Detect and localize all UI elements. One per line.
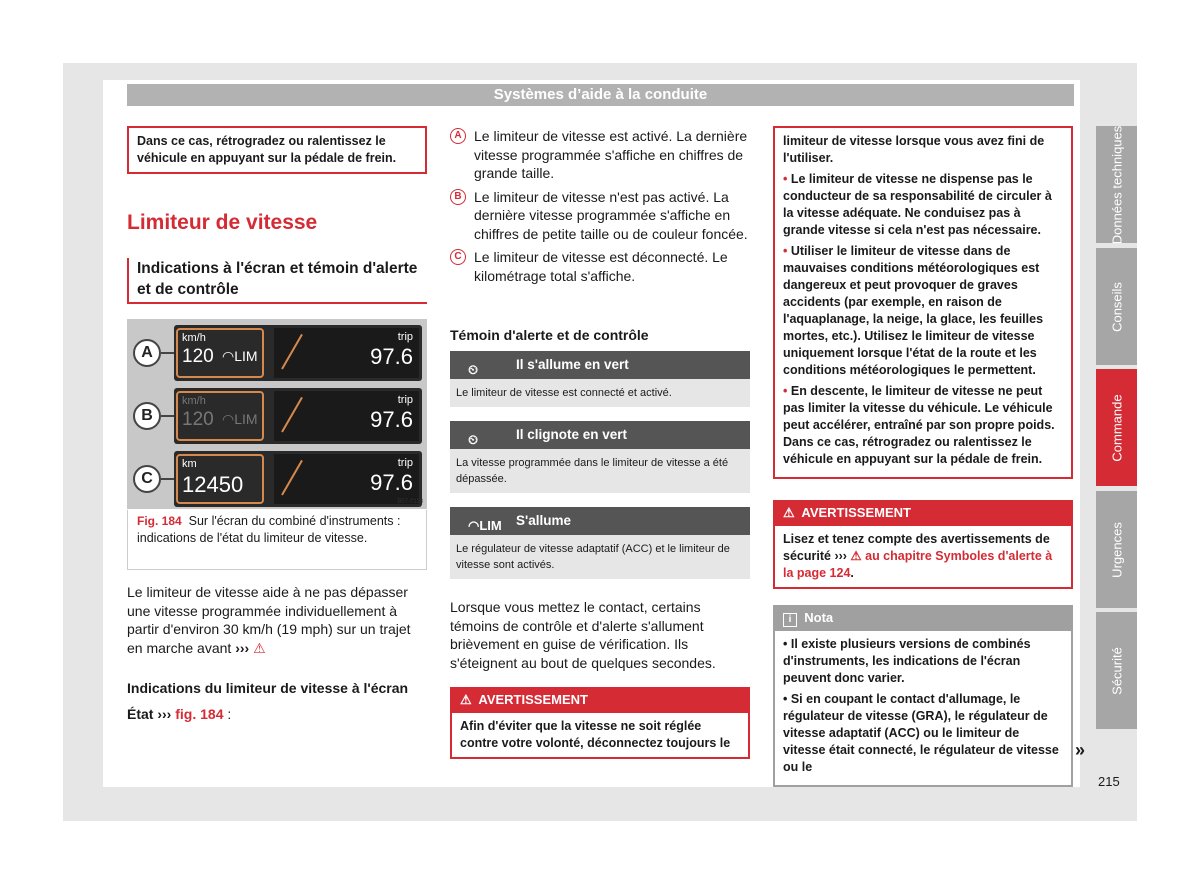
lim-icon: ◠LIM [222, 411, 258, 427]
instrument-display [174, 325, 422, 381]
indicator-desc: Le régulateur de vitesse adaptatif (ACC) et le limiteur de vitesse sont activés. [450, 535, 750, 579]
tab-conseils[interactable]: Conseils [1096, 248, 1137, 365]
warning-triangle-icon: ⚠ [460, 692, 472, 707]
warning-end: . [850, 566, 854, 580]
section-title: Limiteur de vitesse [127, 211, 318, 234]
indicator-head [450, 421, 750, 449]
warning-triangle-icon: ⚠ [850, 549, 862, 563]
unit-label: km/h [182, 395, 206, 407]
lim-icon: ◠LIM [468, 518, 502, 533]
warning-bullet: • Utiliser le limiteur de vitesse dans de mauvaises conditions météorologiques est dangereux et peut provoquer de graves accidents (par exemple, en raison de l'aquaplanage, la neige, la glace, les feuilles mortes, etc.). Utilisez le limiteur de vitesse uniquement lorsque l'état de la route et les conditions météorologiques le permettent. [783, 244, 1044, 377]
legend-item-b [450, 188, 750, 244]
intro-text: Le limiteur de vitesse aide à ne pas dépasser une vitesse programmée individuellement à partir d'environ 30 km/h (19 mph) sur un trajet en marche avant [127, 584, 411, 656]
trip-value: 97.6 [370, 344, 413, 369]
trip-label: trip [397, 457, 413, 469]
warning-text: Lisez et tenez compte des avertissements de sécurité [783, 532, 1050, 563]
trip-value: 97.6 [370, 407, 413, 432]
caption-label: Fig. 184 [137, 514, 182, 528]
indicator-head [450, 507, 750, 535]
symboles-link[interactable]: au chapitre Symboles d'alerte à la page 124 [783, 549, 1053, 580]
callout-b: B [133, 402, 161, 430]
right-warning-top: limiteur de vitesse lorsque vous avez fini de l'utiliser. [783, 134, 1045, 165]
cluster-row [127, 387, 427, 445]
warning-body: Afin d'éviter que la vitesse ne soit réglée contre votre volonté, déconnectez toujours le [450, 713, 750, 759]
gauge-icon: ⏲ [468, 362, 479, 377]
trip-panel [274, 454, 419, 504]
warning-title: AVERTISSEMENT [478, 692, 588, 707]
warning-title: AVERTISSEMENT [801, 505, 911, 520]
figure-code: B57-0113 [397, 499, 423, 505]
tab-urgences[interactable]: Urgences [1096, 491, 1137, 608]
cluster-row [127, 450, 427, 508]
speed-value: 120 [182, 409, 214, 430]
gauge-icon: ⏲ [468, 432, 479, 447]
etat-line [127, 705, 427, 723]
legend-text: Le limiteur de vitesse est activé. La dernière vitesse programmée s'affiche en chiffres de grande taille. [474, 128, 748, 181]
etat-colon: : [227, 706, 232, 722]
right-warning [773, 500, 1073, 589]
figure-caption [127, 510, 427, 570]
legend-item-c [450, 248, 750, 285]
trip-label: trip [397, 331, 413, 343]
indicator-label: Il clignote en vert [516, 427, 628, 442]
legend-item-a [450, 127, 750, 183]
trip-label: trip [397, 394, 413, 406]
warning-arrows: ››› [834, 549, 847, 563]
warning-bullet: • Le limiteur de vitesse ne dispense pas le conducteur de sa responsabilité de circuler à la vitesse adéquate. Ne conduisez pas à grande vitesse si cela n'est pas nécessaire. [783, 172, 1052, 237]
right-warning-continued [773, 126, 1073, 479]
middle-warning [450, 687, 750, 759]
indicator-table [450, 351, 750, 579]
fig-ref-link[interactable]: fig. 184 [175, 706, 224, 722]
note-bullet: • Il existe plusieurs versions de combinés d'instruments, les indications de l'écran peuvent donc varier. [783, 637, 1031, 685]
indicator-label: Il s'allume en vert [516, 357, 629, 372]
page-header: Systèmes d’aide à la conduite [127, 84, 1074, 106]
letter-badge: A [450, 128, 466, 144]
callout-c: C [133, 465, 161, 493]
warning-body [773, 526, 1073, 589]
speed-panel [176, 454, 264, 504]
indicator-head [450, 351, 750, 379]
speed-panel [176, 328, 264, 378]
indicator-row [450, 507, 750, 579]
instrument-display [174, 451, 422, 507]
warning-triangle-icon: ⚠ [253, 639, 266, 656]
instrument-display [174, 388, 422, 444]
cluster-row [127, 324, 427, 382]
indicator-label: S'allume [516, 513, 571, 528]
warning-bullet: • En descente, le limiteur de vitesse ne peut pas limiter la vitesse du véhicule. Le véhicule peut accélérer, entraîné par son propre poids. Dans ce cas, rétrogradez ou ralentissez le véhicule en appuyant sur la pédale de frein. [783, 384, 1055, 466]
unit-label: km/h [182, 332, 206, 344]
legend-text: Le limiteur de vitesse est déconnecté. Le kilométrage total s'affiche. [474, 249, 728, 284]
continue-arrows: » [1075, 740, 1086, 760]
note-title: Nota [804, 610, 834, 625]
bullet-dot: • [783, 172, 788, 186]
page-number: 215 [1098, 774, 1120, 789]
tab-securite[interactable]: Sécurité [1096, 612, 1137, 729]
right-column [773, 126, 1073, 479]
tab-commande[interactable]: Commande [1096, 369, 1137, 486]
letter-badge: C [450, 249, 466, 265]
warning-triangle-icon: ⚠ [783, 505, 795, 520]
middle-column [450, 127, 750, 290]
intro-paragraph [127, 583, 427, 657]
subsection-title: Indications à l'écran et témoin d'alerte et de contrôle [127, 258, 427, 304]
note-body [773, 631, 1073, 787]
contact-paragraph [450, 598, 750, 672]
speed-panel [176, 391, 264, 441]
continued-warning-box: Dans ce cas, rétrogradez ou ralentissez le véhicule en appuyant sur la pédale de frein. [127, 126, 427, 174]
trip-panel [274, 328, 419, 378]
left-column [127, 126, 427, 174]
note-box [773, 605, 1073, 787]
info-icon: i [783, 613, 797, 627]
trip-value: 97.6 [370, 470, 413, 495]
bullet-dot: • [783, 384, 788, 398]
legend-text: Le limiteur de vitesse n'est pas activé. La dernière vitesse programmée s'affiche en chiffres de petite taille ou de couleur foncée. [474, 188, 748, 242]
letter-badge: B [450, 189, 466, 205]
contact-text: Lorsque vous mettez le contact, certains témoins de contrôle et d'alerte s'allument brièvement en guise de vérification. Ils s'éteignent au bout de quelques secondes. [450, 599, 716, 671]
warning-header [450, 687, 750, 713]
figure-184 [127, 319, 427, 509]
lim-icon: ◠LIM [222, 348, 258, 364]
temoin-title: Témoin d'alerte et de contrôle [450, 327, 649, 343]
tab-donnees-techniques[interactable]: Données techniques [1096, 126, 1137, 243]
etat-arrows: ››› [157, 706, 172, 722]
indicator-row [450, 421, 750, 493]
trip-panel [274, 391, 419, 441]
speed-value: 12450 [182, 472, 244, 497]
indicator-desc: La vitesse programmée dans le limiteur de vitesse a été dépassée. [450, 449, 750, 493]
bullet-dot: • [783, 244, 788, 258]
note-header [773, 605, 1073, 631]
indicator-row [450, 351, 750, 407]
indicator-desc: Le limiteur de vitesse est connecté et activé. [450, 379, 750, 407]
intro-arrows: ››› [235, 639, 250, 656]
etat-label: État [127, 706, 154, 722]
caption-text: Sur l'écran du combiné d'instruments : indications de l'état du limiteur de vitesse. [137, 514, 401, 545]
indications-title: Indications du limiteur de vitesse à l'écran [127, 680, 409, 696]
unit-label: km [182, 458, 197, 470]
callout-a: A [133, 339, 161, 367]
speed-value: 120 [182, 346, 214, 367]
note-bullet: • Si en coupant le contact d'allumage, le régulateur de vitesse (GRA), le régulateur de vitesse adaptatif (ACC) ou le limiteur de vitesse était connecté, le régulateur de vitesse ou le [783, 692, 1059, 774]
warning-header [773, 500, 1073, 526]
